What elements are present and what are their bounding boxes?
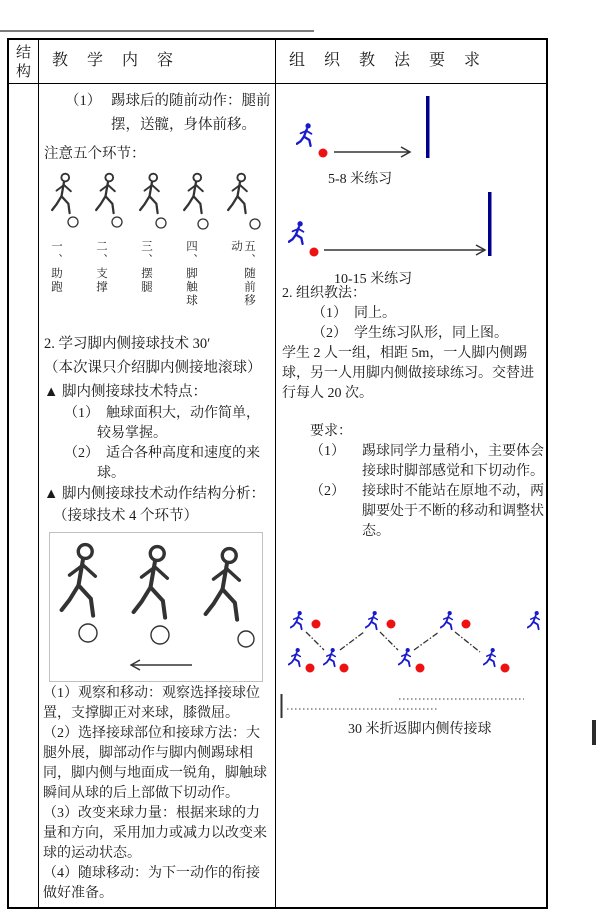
top-divider-line [0, 30, 314, 32]
organization-method-cell [276, 84, 546, 907]
technique-paragraphs [43, 684, 273, 904]
item-number: （1） [65, 93, 102, 109]
player-figures [52, 174, 247, 214]
phase-label-2: 二、支撑 [95, 240, 107, 294]
ball-icons [79, 624, 254, 647]
drill-5-8m-diagram [288, 96, 450, 164]
left-arrow-icon [131, 660, 192, 670]
kick-sequence-illustration [45, 168, 267, 234]
five-phases-note: 注意五个环节： [44, 146, 146, 162]
teaching-content-cell [39, 84, 276, 907]
requirement-item-1 [310, 442, 548, 482]
feature-item-1: （1） 触球面积大，动作简单，较易掌握。 [64, 406, 260, 441]
kick-arrow-icon [334, 147, 410, 157]
header-structure-cell [9, 40, 39, 83]
analysis-subtitle: （接球技术 4 个环节） [53, 508, 198, 524]
page-edge-mark [592, 720, 596, 745]
requirements-title: 要求： [310, 424, 352, 439]
paragraph-change-force: （3）改变来球力量：根据来球的力量和方向，采用加力或减力以改变来球的运动状态。 [43, 806, 267, 861]
item-text: 接球时不能站在原地不动，两脚要处于不断的移动和调整状态。 [362, 484, 544, 539]
organization-item-1: （1） 同上。 [312, 306, 396, 321]
receive-sequence-illustration [49, 532, 263, 682]
item-number: （1） [310, 444, 345, 459]
kick-arrow-icon [324, 245, 485, 255]
organization-paragraph: 学生 2 人一组，相距 5m，一人脚内侧踢球，另一人用脚内侧做接球练习。交替进行每人 20 次。 [282, 346, 534, 401]
requirements-block [310, 422, 548, 542]
player-figures [62, 545, 240, 620]
organization-block [282, 284, 546, 404]
wall-line [426, 96, 430, 158]
organization-item-2: （2） 学生练习队形，同上图。 [312, 326, 508, 341]
course-dotted-lines [287, 699, 524, 709]
item-number: （2） [310, 484, 345, 499]
phase-label-4: 四、脚触球 [185, 240, 197, 308]
phase-label-3: 三、摆腿 [140, 240, 152, 294]
paragraph-contact-method: （2）选择接球部位和接球方法：大腿外展，脚部动作与脚内侧踢球相同，脚内侧与地面成一锐角，脚触球瞬间从球的后上部做下切动作。 [43, 726, 267, 801]
feature-item-2: （2） 适合各种高度和速度的来球。 [64, 446, 260, 481]
section2-title: 2. 学习脚内侧接球技术 30′ [44, 336, 211, 352]
shuttle-drill-diagram [280, 600, 548, 724]
ball-dots [306, 620, 510, 673]
runner-icon [289, 221, 304, 244]
ball-dot [319, 149, 328, 158]
drill-10-15m-diagram [284, 192, 502, 264]
header-structure-label: 结构 [15, 45, 31, 80]
runner-icon [297, 123, 312, 146]
phase-label-5: 五、随前移动 [230, 240, 255, 308]
table-body-row [9, 84, 546, 907]
drill-10-15m-caption: 10-15 米练习 [334, 272, 413, 287]
table-header-row [9, 40, 546, 84]
header-method-cell [276, 40, 546, 83]
follow-through-item [65, 89, 271, 137]
drill-5-8m-caption: 5-8 米练习 [328, 172, 393, 187]
item-text: 踢球同学力量稍小，主要体会接球时脚部感觉和下切动作。 [362, 444, 544, 479]
header-content-cell [39, 40, 276, 83]
runner-icons-bottom-row [289, 648, 496, 666]
wall-line [488, 192, 492, 256]
paragraph-observe-move: （1）观察和移动：观察选择接球位置，支撑脚正对来球，膝微屈。 [43, 686, 260, 721]
phase-label-1: 一、助跑 [50, 240, 62, 294]
header-content-label: 教学内容 [52, 52, 193, 69]
phase-labels [49, 240, 255, 316]
structure-body-cell [9, 84, 39, 907]
ball-icons [68, 217, 260, 229]
ball-dot [310, 248, 319, 257]
section2-subtitle: （本次课只介绍脚内侧接地滚球） [44, 360, 262, 376]
shuttle-drill-caption: 30 米折返脚内侧传接球 [348, 722, 492, 737]
header-method-label: 组织教法要求 [289, 52, 500, 69]
lesson-table [7, 38, 548, 909]
paragraph-follow-ball: （4）随球移动：为下一动作的衔接做好准备。 [43, 866, 260, 901]
analysis-heading: ▲ 脚内侧接球技术动作结构分析： [44, 486, 265, 502]
features-heading: ▲ 脚内侧接球技术特点： [44, 384, 207, 400]
runner-icons-top-row [291, 611, 540, 629]
requirement-item-2 [310, 482, 548, 542]
organization-title: 2. 组织教法： [282, 286, 366, 301]
item-text: 踢球后的随前动作：腿前摆，送髋，身体前移。 [111, 93, 271, 133]
